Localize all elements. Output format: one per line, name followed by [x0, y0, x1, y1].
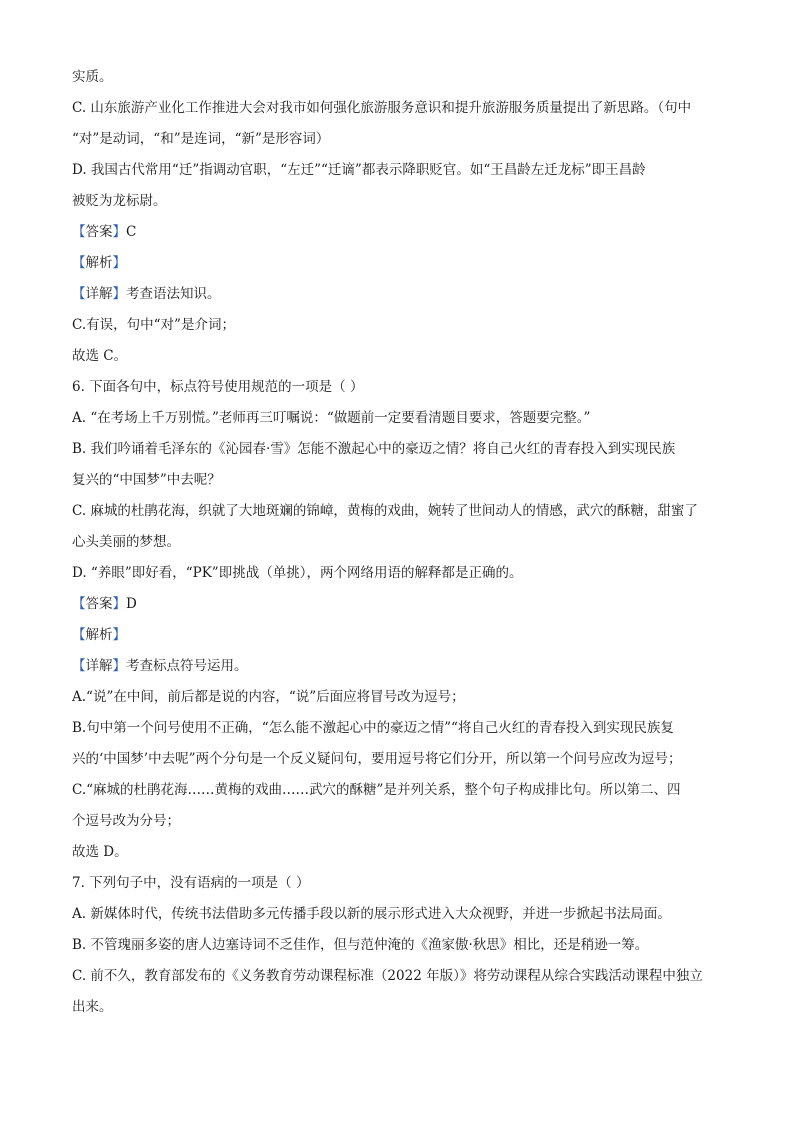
line-text: C.有误，句中“对”是介词； [72, 317, 235, 333]
line-text: C [126, 224, 137, 240]
text-line [72, 899, 724, 930]
line-text: 复兴的“中国梦”中去呢？ [72, 472, 221, 488]
text-line [72, 93, 724, 124]
section-tag: 【答案】 [72, 224, 126, 240]
line-text: 7. 下列句子中，没有语病的一项是（ ） [72, 875, 310, 891]
text-line [72, 465, 724, 496]
text-line [72, 868, 724, 899]
section-tag-line [72, 279, 724, 310]
text-line [72, 434, 724, 465]
text-line [72, 372, 724, 403]
document-body [72, 62, 724, 1023]
section-tag: 【解析】 [72, 255, 126, 271]
text-line [72, 155, 724, 186]
line-text: A.“说”在中间，前后都是说的内容，“说”后面应将冒号改为逗号； [72, 689, 465, 705]
text-line [72, 403, 724, 434]
text-line [72, 806, 724, 837]
section-tag: 【解析】 [72, 627, 126, 643]
line-text: 考查语法知识。 [126, 286, 221, 302]
line-text: C. 前不久，教育部发布的《义务教育劳动课程标准（2022 年版）》将劳动课程从综合实践活动课程中独立 [72, 968, 703, 984]
line-text: “对”是动词，“和”是连词，“新”是形容词） [72, 131, 330, 147]
text-line [72, 527, 724, 558]
section-tag-line [72, 620, 724, 651]
section-tag-label: 答案 [85, 596, 113, 612]
line-text: A. “在考场上千万别慌。”老师再三叮嘱说：“做题前一定要看清题目要求，答题要完整。” [72, 410, 591, 426]
section-tag: 【详解】 [72, 658, 126, 674]
line-text: B.句中第一个问号使用不正确，“怎么能不激起心中的豪迈之情”“将自己火红的青春投入到实现民族复 [72, 720, 674, 736]
text-line [72, 310, 724, 341]
line-text: 被贬为龙标尉。 [72, 193, 167, 209]
line-text: A. 新媒体时代，传统书法借助多元传播手段以新的展示形式进入大众视野，并进一步掀起书法局面。 [72, 906, 671, 922]
section-tag-label: 详解 [85, 658, 113, 674]
text-line [72, 682, 724, 713]
text-line [72, 961, 724, 992]
line-text: 兴的‘中国梦’中去呢”两个分句是一个反义疑问句，要用逗号将它们分开，所以第一个问号应改为逗号； [72, 751, 682, 767]
text-line [72, 62, 724, 93]
section-tag-label: 解析 [85, 627, 113, 643]
text-line [72, 496, 724, 527]
text-line [72, 775, 724, 806]
section-tag: 【答案】 [72, 596, 126, 612]
line-text: 实质。 [72, 69, 113, 85]
section-tag-line [72, 217, 724, 248]
line-text: B. 我们吟诵着毛泽东的《沁园春·雪》怎能不激起心中的豪迈之情？将自己火红的青春投入到实现民族 [72, 441, 676, 457]
text-line [72, 837, 724, 868]
section-tag-line [72, 589, 724, 620]
text-line [72, 124, 724, 155]
line-text: B. 不管瑰丽多姿的唐人边塞诗词不乏佳作，但与范仲淹的《渔家傲·秋思》相比，还是稍逊一筹。 [72, 937, 649, 953]
line-text: 心头美丽的梦想。 [72, 534, 180, 550]
section-tag-label: 详解 [85, 286, 113, 302]
section-tag-label: 解析 [85, 255, 113, 271]
section-tag-label: 答案 [85, 224, 113, 240]
line-text: C.“麻城的杜鹃花海……黄梅的戏曲……武穴的酥糖”是并列关系，整个句子构成排比句。所以第二、四 [72, 782, 681, 798]
text-line [72, 744, 724, 775]
line-text: 考查标点符号运用。 [126, 658, 248, 674]
section-tag-line [72, 651, 724, 682]
line-text: 故选 C。 [72, 348, 128, 364]
text-line [72, 341, 724, 372]
line-text: D. “养眼”即好看，“PK”即挑战（单挑），两个网络用语的解释都是正确的。 [72, 565, 523, 581]
text-line [72, 713, 724, 744]
text-line [72, 992, 724, 1023]
text-line [72, 186, 724, 217]
line-text: C. 麻城的杜鹃花海，织就了大地斑斓的锦嶂，黄梅的戏曲，婉转了世间动人的情感，武穴的酥糖，甜蜜了 [72, 503, 698, 519]
line-text: 6. 下面各句中，标点符号使用规范的一项是（ ） [72, 379, 364, 395]
line-text: C. 山东旅游产业化工作推进大会对我市如何强化旅游服务意识和提升旅游服务质量提出了新思路。（句中 [72, 100, 692, 116]
section-tag: 【详解】 [72, 286, 126, 302]
line-text: D. 我国古代常用“迁”指调动官职，“左迁”“迁谪”都表示降职贬官。如“王昌龄左迁龙标”即王昌龄 [72, 162, 646, 178]
line-text: 出来。 [72, 999, 113, 1015]
line-text: D [126, 596, 137, 612]
line-text: 故选 D。 [72, 844, 128, 860]
text-line [72, 930, 724, 961]
line-text: 个逗号改为分号； [72, 813, 180, 829]
section-tag-line [72, 248, 724, 279]
text-line [72, 558, 724, 589]
